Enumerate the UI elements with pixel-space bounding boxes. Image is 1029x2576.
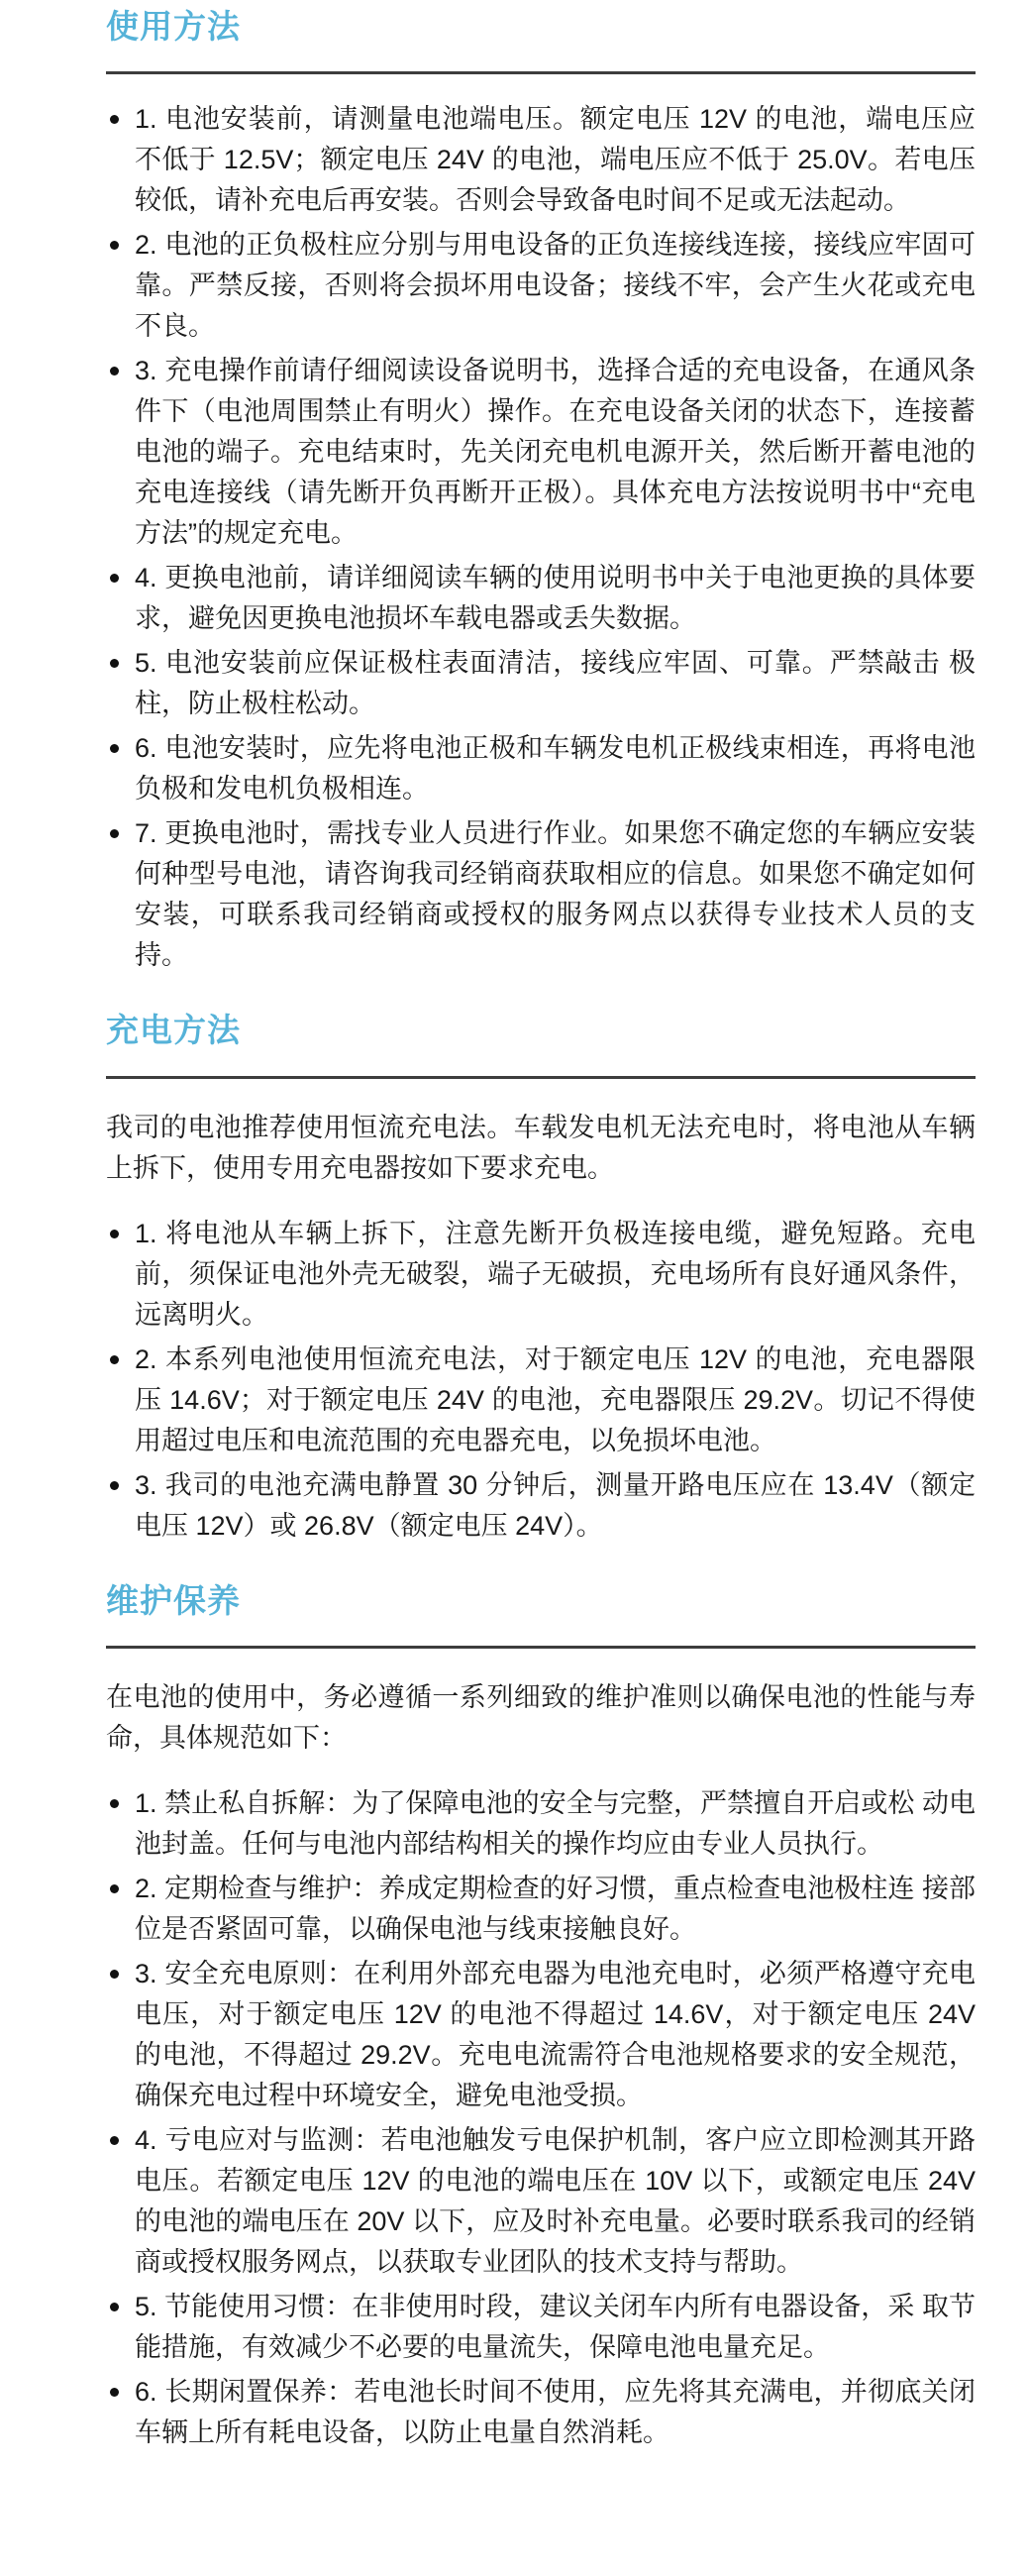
list-item: [106, 225, 976, 347]
list-item-text: 4. 更换电池前，请详细阅读车辆的使用说明书中关于电池更换的具体要求，避免因更换电池损坏车载电器或丢失数据。: [135, 563, 976, 634]
list-item: [106, 1869, 976, 1950]
list-item: [106, 99, 976, 221]
list-item-text: 4. 亏电应对与监测：若电池触发亏电保护机制，客户应立即检测其开路电压。若额定电压 12V 的电池的端电压在 10V 以下，或额定电压 24V 的电池的端电压在 20V 以下，应及时补充电量。必要时联系我司的经销商或授权服务网点，以获取专业团队的技术支持与帮助。: [135, 2124, 976, 2277]
list-item-text: 6. 长期闲置保养：若电池长时间不使用，应先将其充满电，并彻底关闭车辆上所有耗电设备，以防止电量自然消耗。: [135, 2376, 976, 2447]
list-item: [106, 1214, 976, 1336]
list-item-text: 1. 禁止私自拆解：为了保障电池的安全与完整，严禁擅自开启或松 动电池封盖。任何与电池内部结构相关的操作均应由专业人员执行。: [135, 1787, 976, 1859]
list-item: [106, 728, 976, 809]
list-item: [106, 2287, 976, 2368]
bullet-icon: [110, 2303, 119, 2311]
bullet-icon: [110, 744, 119, 753]
list-item: [106, 351, 976, 554]
instruction-list: [106, 99, 976, 976]
bullet-icon: [110, 115, 119, 124]
list-item: [106, 813, 976, 976]
section-maintenance: [106, 1580, 976, 2453]
list-item-text: 6. 电池安装时，应先将电池正极和车辆发电机正极线束相连，再将电池负极和发电机负极相连。: [135, 733, 976, 805]
list-item-text: 5. 节能使用习惯：在非使用时段，建议关闭车内所有电器设备，采 取节能措施，有效减少不必要的电量流失，保障电池电量充足。: [135, 2291, 976, 2362]
section-charging: [106, 1010, 976, 1546]
section-intro: 我司的电池推荐使用恒流充电法。车载发电机无法充电时，将电池从车辆上拆下，使用专用充电器按如下要求充电。: [106, 1112, 976, 1183]
section-heading: 使用方法: [106, 8, 241, 45]
list-item-text: 7. 更换电池时，需找专业人员进行作业。如果您不确定您的车辆应安装何种型号电池，请咨询我司经销商获取相应的信息。如果您不确定如何安装，可联系我司经销商或授权的服务网点以获得专业技术人员的支持。: [135, 818, 976, 971]
list-item-text: 3. 充电操作前请仔细阅读设备说明书，选择合适的充电设备，在通风条件下（电池周围禁止有明火）操作。在充电设备关闭的状态下，连接蓄电池的端子。充电结束时，先关闭充电机电源开关，然后断开蓄电池的充电连接线（请先断开负再断开正极）。具体充电方法按说明书中“充电方法”的规定充电。: [135, 356, 976, 549]
list-item: [106, 1340, 976, 1461]
bullet-icon: [110, 1355, 119, 1364]
list-item: [106, 1783, 976, 1865]
list-item: [106, 2120, 976, 2283]
bullet-icon: [110, 574, 119, 583]
instruction-list: [106, 1783, 976, 2453]
section-divider: [106, 1646, 976, 1649]
list-item: [106, 558, 976, 639]
list-item: [106, 2372, 976, 2453]
bullet-icon: [110, 1970, 119, 1979]
bullet-icon: [110, 2136, 119, 2145]
bullet-icon: [110, 659, 119, 668]
list-item-text: 1. 将电池从车辆上拆下，注意先断开负极连接电缆，避免短路。充电前，须保证电池外壳无破裂，端子无破损，充电场所有良好通风条件，远离明火。: [135, 1218, 976, 1330]
section-divider: [106, 71, 976, 74]
list-item: [106, 1954, 976, 2116]
section-heading: 维护保养: [106, 1581, 241, 1619]
list-item-text: 2. 本系列电池使用恒流充电法，对于额定电压 12V 的电池，充电器限压 14.6V；对于额定电压 24V 的电池，充电器限压 29.2V。切记不得使用超过电压和电流范围的充电器充电，以免损坏电池。: [135, 1343, 976, 1455]
list-item-text: 2. 电池的正负极柱应分别与用电设备的正负连接线连接，接线应牢固可靠。严禁反接，否则将会损坏用电设备；接线不牢，会产生火花或充电不良。: [135, 230, 976, 342]
bullet-icon: [110, 1884, 119, 1893]
list-item-text: 5. 电池安装前应保证极柱表面清洁，接线应牢固、可靠。严禁敲击 极柱，防止极柱松动。: [135, 648, 976, 719]
list-item-text: 2. 定期检查与维护：养成定期检查的好习惯，重点检查电池极柱连 接部位是否紧固可靠，以确保电池与线束接触良好。: [135, 1873, 976, 1944]
list-item-text: 3. 安全充电原则：在利用外部充电器为电池充电时，必须严格遵守充电电压，对于额定电压 12V 的电池不得超过 14.6V，对于额定电压 24V 的电池，不得超过 29.2V。充电电流需符合电池规格要求的安全规范，确保充电过程中环境安全，避免电池受损。: [135, 1958, 976, 2110]
bullet-icon: [110, 241, 119, 250]
bullet-icon: [110, 1230, 119, 1238]
bullet-icon: [110, 367, 119, 376]
bullet-icon: [110, 1481, 119, 1490]
bullet-icon: [110, 829, 119, 838]
bullet-icon: [110, 2388, 119, 2397]
section-intro: 在电池的使用中，务必遵循一系列细致的维护准则以确保电池的性能与寿命，具体规范如下：: [106, 1681, 976, 1753]
section-divider: [106, 1076, 976, 1079]
section-usage: [106, 6, 976, 976]
instruction-list: [106, 1214, 976, 1547]
list-item-text: 1. 电池安装前，请测量电池端电压。额定电压 12V 的电池，端电压应不低于 12.5V；额定电压 24V 的电池，端电压应不低于 25.0V。若电压较低，请补充电后再安装。否则会导致备电时间不足或无法起动。: [135, 104, 976, 216]
list-item: [106, 1465, 976, 1547]
list-item-text: 3. 我司的电池充满电静置 30 分钟后，测量开路电压应在 13.4V（额定电压 12V）或 26.8V（额定电压 24V）。: [135, 1469, 976, 1541]
list-item: [106, 643, 976, 724]
section-heading: 充电方法: [106, 1012, 241, 1049]
bullet-icon: [110, 1799, 119, 1808]
